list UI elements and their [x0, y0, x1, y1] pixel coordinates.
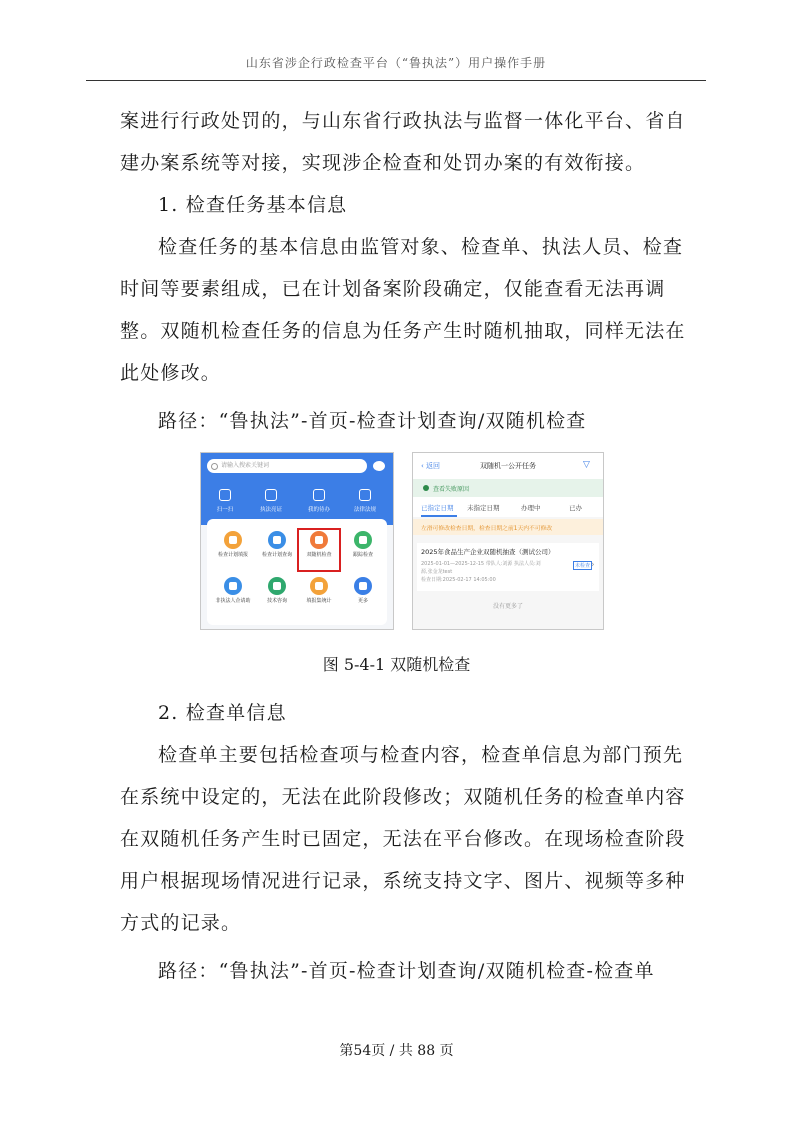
- book-icon: [359, 489, 371, 501]
- paragraph-3: 检查单主要包括检查项与检查内容，检查单信息为部门预先在系统中设定的，无法在此阶段修改；双随机任务的检查单内容在双随机任务产生时已固定，无法在平台修改。在现场检查阶段用户根据现场情况进行记录，系统支持文字、图片、视频等多种方式的记录。: [120, 744, 686, 934]
- task-staff: 源,张金龙test: [421, 569, 453, 575]
- header-divider: [86, 80, 706, 81]
- message-icon[interactable]: [373, 461, 385, 471]
- follow-check-icon: [354, 531, 372, 549]
- notice-bar[interactable]: 查看失败原因: [413, 479, 603, 497]
- quick-todo[interactable]: 我的待办: [299, 489, 339, 513]
- task-check-date: 检查日期:2025-02-17 14:05:00: [421, 577, 496, 583]
- app-plan-query[interactable]: 检查计划查询: [255, 531, 299, 559]
- highlight-box: [297, 528, 341, 572]
- paragraph-2: 检查任务的基本信息由监管对象、检查单、执法人员、检查时间等要素组成，已在计划备案阶段确定，仅能查看无法再调整。双随机检查任务的信息为任务产生时随机抽取，同样无法在此处修改。: [120, 236, 686, 384]
- status-badge: 未检查: [575, 563, 591, 569]
- path-line-2: 路径：“鲁执法”-首页-检查计划查询/双随机检查-检查单: [158, 960, 655, 982]
- quick-show-id[interactable]: 执法亮证: [251, 489, 291, 513]
- consult-icon: [268, 577, 286, 595]
- task-list-screenshot: [412, 452, 604, 630]
- figure-screenshots: [200, 452, 604, 630]
- filter-icon[interactable]: ▽: [583, 460, 590, 470]
- screen-title: 双随机一公开任务: [480, 462, 536, 470]
- app-non-law[interactable]: 非执法人企请助: [211, 577, 255, 605]
- task-period: 2025-01-01—2025-12-15 带队人:刘源 执法人员:刘: [421, 561, 541, 567]
- page-header: 山东省涉企行政检查平台（“鲁执法”）用户操作手册: [245, 56, 547, 70]
- figure-caption: 图 5-4-1 双随机检查: [322, 655, 471, 674]
- grid-icon: [354, 577, 372, 595]
- section-heading-2: 2. 检查单信息: [158, 702, 287, 724]
- app-follow-check[interactable]: 跟踪检查: [341, 531, 385, 559]
- home-screen-screenshot: [200, 452, 394, 630]
- quick-laws[interactable]: 法律法规: [345, 489, 385, 513]
- paragraph-1: 案进行行政处罚的，与山东省行政执法与监督一体化平台、省自建办案系统等对接，实现涉企检查和处罚办案的有效衔接。: [120, 110, 686, 174]
- no-more-text: 没有更多了: [492, 603, 523, 610]
- back-button[interactable]: ‹ 返回: [421, 462, 441, 470]
- chevron-right-icon: ›: [591, 560, 595, 570]
- plan-fill-icon: [224, 531, 242, 549]
- tab-done[interactable]: 已办: [569, 504, 582, 512]
- warning-banner: 左滑可修改检查日期，检查日期之前1天内不可修改: [413, 519, 603, 535]
- tab-unassigned-date[interactable]: 未指定日期: [467, 504, 500, 512]
- plan-query-icon: [268, 531, 286, 549]
- search-placeholder: 请输入搜索关键词: [221, 462, 270, 469]
- badge-icon: [265, 489, 277, 501]
- app-plan-fill[interactable]: 检查计划填报: [211, 531, 255, 559]
- active-tab-indicator: [421, 515, 457, 517]
- app-more[interactable]: 更多: [341, 577, 385, 605]
- search-icon: [211, 463, 218, 470]
- scan-icon: [219, 489, 231, 501]
- page-footer: 第54页 / 共 88 页: [339, 1043, 454, 1059]
- app-random-check[interactable]: 双随机检查: [297, 531, 341, 559]
- todo-icon: [313, 489, 325, 501]
- section-heading-1: 1. 检查任务基本信息: [158, 194, 348, 216]
- app-tech-consult[interactable]: 技术咨询: [255, 577, 299, 605]
- quick-scan[interactable]: 扫一扫: [205, 489, 245, 513]
- statistics-icon: [310, 577, 328, 595]
- help-icon: [224, 577, 242, 595]
- info-icon: [423, 485, 429, 491]
- tab-in-progress[interactable]: 办理中: [521, 504, 541, 512]
- app-statistics[interactable]: 填报集统计: [297, 577, 341, 605]
- tab-assigned-date[interactable]: 已指定日期: [421, 504, 454, 512]
- task-title: 2025年食品生产企业双随机抽查（测试公司）: [421, 548, 555, 556]
- search-input[interactable]: [207, 459, 367, 473]
- path-line-1: 路径：“鲁执法”-首页-检查计划查询/双随机检查: [158, 410, 587, 432]
- task-card[interactable]: [417, 543, 599, 591]
